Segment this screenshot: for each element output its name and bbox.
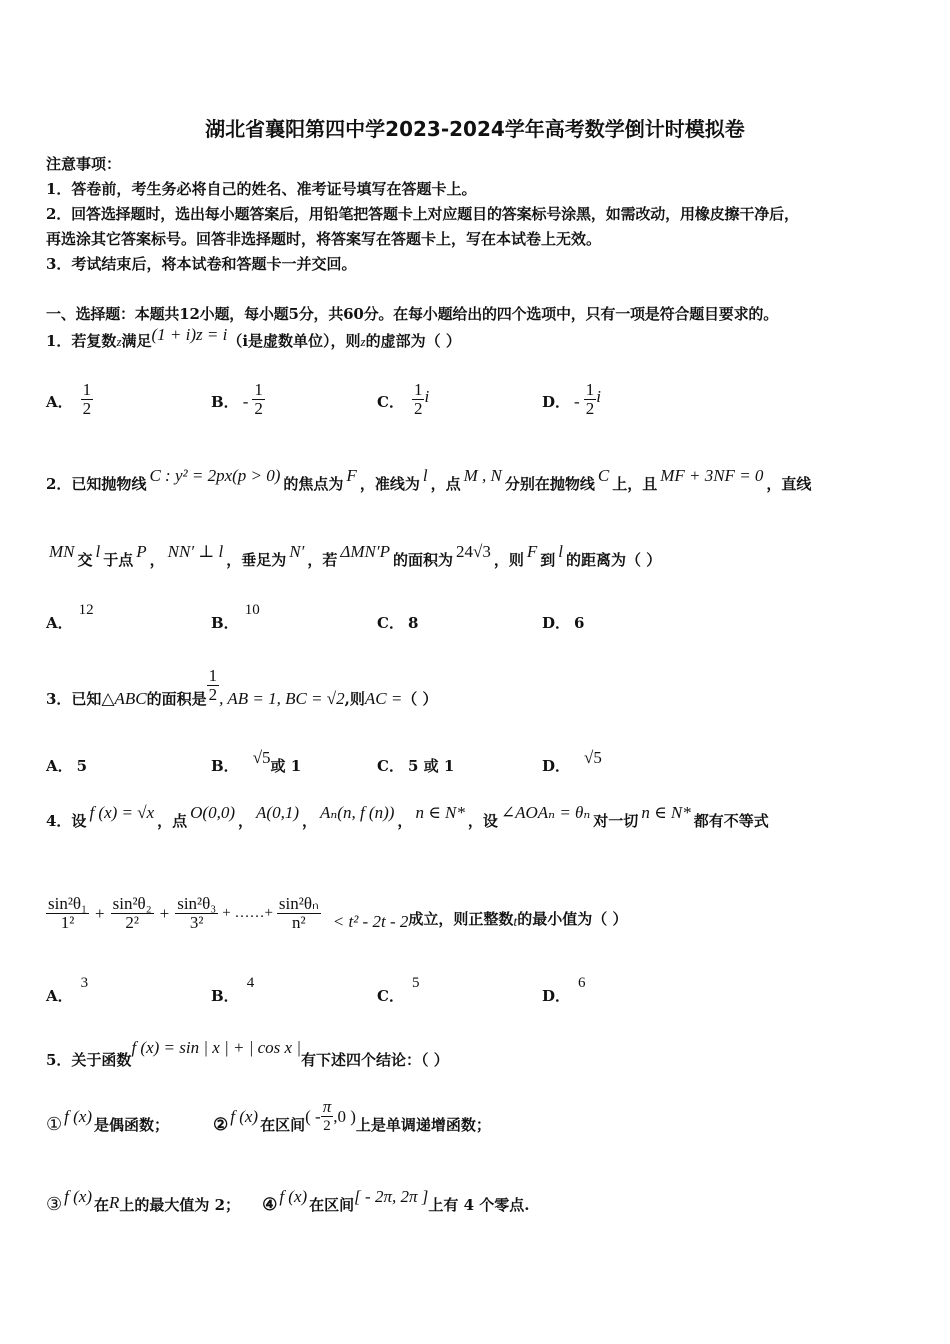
question-1-stem [46, 325, 461, 351]
q5-interval-right: ,0 ) [333, 1106, 356, 1126]
option-a [46, 380, 93, 418]
q3-conditions: , AB = 1, BC = √2 [219, 688, 345, 708]
option-label: A． [46, 757, 73, 775]
notice-item: 再选涂其它答案标号。回答非选择题时，将答案写在答题卡上，写在本试卷上无效。 [46, 230, 602, 248]
option-label: C． [377, 614, 404, 632]
math-expression: Aₙ(n, f (n)) [320, 803, 395, 822]
question-text: ，点 [430, 475, 461, 493]
q3-triangle: △ABC [101, 688, 147, 708]
question-text: 对一切 [593, 812, 639, 830]
math-expression: P [136, 542, 147, 561]
minus-sign: - [574, 391, 580, 411]
option-value: √5 [252, 747, 271, 767]
question-text: 分别在抛物线 [504, 475, 595, 493]
option-b [211, 380, 265, 418]
q1-prefix: 1．若复数 [46, 332, 117, 350]
math-expression: l [558, 542, 563, 561]
question-2-line-2 [46, 542, 662, 570]
question-text: ，准线为 [359, 475, 420, 493]
q5-prefix: 5．关于函数 [46, 1051, 132, 1069]
q5-c4-text2: 上有 4 个零点. [428, 1196, 530, 1214]
q5-interval-left: ( - [305, 1106, 321, 1126]
question-text: ，设 [467, 812, 498, 830]
circled-1-mark: ① [46, 1114, 63, 1134]
math-expression: N′ [289, 542, 305, 561]
option-label: A． [46, 987, 73, 1005]
q5-f: f (x) [64, 1106, 92, 1126]
question-3-stem [46, 662, 438, 709]
q1-formula: (1 + i)z = i [151, 325, 228, 344]
q5-c4-text1: 在区间 [309, 1196, 355, 1214]
q5-conclusions-row-1 [46, 1098, 491, 1135]
question-5-stem [46, 1037, 449, 1069]
question-text: ，若 [307, 551, 338, 569]
option-fraction [412, 381, 425, 418]
option-b [211, 747, 302, 776]
frac-num: 1 [208, 666, 218, 685]
math-expression: ∠AOAₙ = θₙ [500, 803, 591, 822]
question-text: 交 [77, 551, 93, 569]
question-text: ， [149, 551, 165, 569]
sum-term [46, 895, 89, 932]
math-expression: F [346, 466, 357, 485]
option-fraction [252, 381, 265, 418]
q5-c1-text: 是偶函数； [93, 1116, 169, 1134]
q5-fraction [321, 1098, 334, 1135]
q3-ask: AC = [364, 688, 403, 708]
q1-var: z [116, 334, 122, 349]
option-value: 8 [407, 613, 419, 632]
math-expression: n ∈ N* [415, 803, 465, 822]
option-value: 6 [578, 975, 586, 991]
option-a [46, 602, 94, 633]
question-text: 4．设 [46, 812, 87, 830]
notice-item: 1．答卷前，考生务必将自己的姓名、准考证号填写在答题卡上。 [46, 180, 477, 198]
q1-var: z [360, 334, 366, 349]
option-c [377, 612, 418, 633]
option-value: 12 [78, 602, 94, 618]
circled-3-mark: ③ [46, 1194, 63, 1214]
question-text: 的距离为（ ） [565, 551, 662, 569]
frac-den: n² [292, 913, 306, 932]
q5-R: R [109, 1192, 120, 1212]
q3-mid: 的面积是 [146, 690, 207, 708]
option-d [542, 612, 584, 633]
math-expression: C : y² = 2px(p > 0) [149, 466, 281, 485]
sum-term [111, 895, 154, 932]
question-4-line-1 [46, 803, 769, 831]
question-text: ， [397, 812, 413, 830]
frac-den: 2 [413, 399, 423, 418]
frac-den: 2² [125, 913, 139, 932]
math-expression: MF + 3NF = 0 [660, 466, 764, 485]
frac-den: 2 [82, 399, 92, 418]
option-label: D． [542, 757, 571, 775]
plus-sign: + [95, 903, 105, 923]
sum-term [277, 895, 321, 932]
imaginary-unit: i [596, 386, 601, 406]
math-expression: M , N [463, 466, 502, 485]
option-value: 3 [80, 975, 89, 991]
frac-den: 2 [254, 399, 263, 418]
option-value: 6 [574, 613, 585, 632]
frac-num: sin²θ₃ [177, 894, 217, 913]
q3-prefix: 3．已知 [46, 690, 102, 708]
question-text: ，垂足为 [226, 551, 287, 569]
option-label: B． [211, 757, 239, 775]
frac-num: sin²θₙ [278, 894, 319, 913]
minus-sign: - [242, 391, 249, 411]
question-text: 2．已知抛物线 [46, 475, 147, 493]
q1-tail: 的虚部为（ ） [365, 332, 461, 350]
q5-c2-text2: 上是单调递增函数； [355, 1116, 491, 1134]
option-value: 5 或 1 [407, 757, 455, 775]
frac-num: 1 [585, 380, 595, 399]
option-value: 4 [246, 975, 255, 991]
option-label: B． [211, 614, 239, 632]
math-expression: 24√3 [455, 542, 491, 561]
option-label: D． [542, 614, 571, 632]
q5-c2-text1: 在区间 [260, 1116, 306, 1134]
question-text: 的焦点为 [283, 475, 344, 493]
frac-den: 1² [60, 913, 75, 932]
frac-num: sin²θ₂ [112, 894, 152, 913]
frac-den: 3² [189, 913, 204, 932]
q1-mid: 满足 [121, 332, 152, 350]
option-label: C． [377, 987, 404, 1005]
q3-tail: （ ） [402, 690, 438, 708]
question-text: 于点 [103, 551, 134, 569]
notice-heading: 注意事项： [46, 155, 122, 173]
option-d [542, 747, 602, 776]
frac-num: 1 [82, 380, 92, 399]
q3-fraction [207, 667, 220, 704]
question-text: 上，且 [612, 475, 658, 493]
option-a [46, 755, 87, 776]
math-expression: F [526, 542, 538, 561]
option-d [542, 380, 601, 418]
option-value: 5 [411, 975, 420, 991]
plus-sign: + [159, 903, 170, 923]
q5-f: f (x) [230, 1106, 259, 1126]
math-expression: C [597, 466, 610, 485]
circled-4-mark: ④ [262, 1194, 278, 1215]
option-label: A． [46, 614, 73, 632]
frac-num: sin²θ₁ [48, 894, 88, 913]
option-label: D． [542, 393, 571, 411]
option-label: B． [211, 393, 239, 411]
notice-item: 2．回答选择题时，选出每小题答案后，用铅笔把答题卡上对应题目的答案标号涂黑，如需改动，用橡皮擦干净后， [46, 205, 799, 223]
q5-c3-text1: 在 [93, 1196, 109, 1214]
option-value: 10 [244, 602, 260, 618]
frac-den: 2 [585, 399, 595, 418]
question-text: 的面积为 [392, 551, 453, 569]
math-expression: l [95, 542, 101, 561]
option-c [377, 755, 454, 776]
frac-den: 2 [323, 1118, 331, 1134]
circled-2-mark: ② [213, 1114, 229, 1135]
math-expression: f (x) = √x [89, 803, 155, 822]
option-label: B． [211, 987, 239, 1005]
option-label: C． [377, 757, 404, 775]
q5-f: f (x) [279, 1186, 308, 1206]
option-c [377, 380, 430, 418]
option-fraction [584, 381, 597, 418]
math-expression: O(0,0) [190, 803, 236, 822]
question-text: 到 [540, 551, 556, 569]
option-fraction [81, 381, 94, 418]
option-label: A． [46, 393, 73, 411]
math-expression: n ∈ N* [641, 803, 691, 822]
question-text: ， [302, 812, 318, 830]
section-heading: 一、选择题：本题共12小题，每小题5分，共60分。在每小题给出的四个选项中，只有一项是符合题目要求的。 [46, 305, 778, 323]
q3-then: ,则 [344, 690, 365, 708]
frac-den: 2 [208, 685, 218, 704]
option-c [377, 975, 420, 1006]
q4-tail2: 的最小值为（ ） [517, 910, 628, 928]
frac-num: 1 [413, 380, 423, 399]
sum-term [175, 895, 218, 932]
q5-function: f (x) = sin | x | + | cos x | [131, 1038, 302, 1057]
page-title: 湖北省襄阳第四中学2023-2024学年高考数学倒计时模拟卷 [205, 117, 745, 141]
question-text: ，点 [157, 812, 188, 830]
math-expression: MN [49, 542, 75, 561]
question-text: ，直线 [766, 475, 812, 493]
math-expression: A(0,1) [256, 803, 299, 822]
question-text: ， [238, 812, 254, 830]
q5-conclusions-row-2 [46, 1178, 529, 1215]
option-a [46, 975, 89, 1006]
question-text: 都有不等式 [693, 812, 769, 830]
q5-tail: 有下述四个结论：（ ） [301, 1051, 449, 1069]
math-expression: l [422, 466, 428, 485]
q4-tail: 成立，则正整数 [408, 910, 514, 928]
q1-paren: （i是虚数单位），则 [227, 332, 361, 350]
option-extra: 或 1 [270, 757, 302, 775]
q5-interval: [ - 2π, 2π ] [354, 1186, 429, 1206]
option-label: D． [542, 987, 571, 1005]
q4-var-t: t [513, 914, 518, 930]
question-4-inequality [46, 895, 628, 932]
option-label: C． [377, 393, 404, 411]
inequality-rhs: < t² - 2t - 2 [332, 911, 409, 931]
option-value: √5 [584, 747, 602, 767]
option-d [542, 975, 586, 1006]
option-value: 5 [76, 756, 88, 775]
math-expression: NN′ ⊥ l [167, 542, 224, 561]
q5-c3-text2: 上的最大值为 2； [119, 1196, 241, 1214]
ellipsis: + ……+ [222, 905, 273, 921]
frac-num: 1 [254, 380, 263, 399]
math-expression: ΔMN′P [340, 542, 390, 561]
question-2-line-1 [46, 466, 812, 494]
q5-f: f (x) [64, 1186, 92, 1206]
imaginary-unit: i [424, 386, 430, 406]
frac-num: π [322, 1097, 332, 1116]
notice-item: 3．考试结束后，将本试卷和答题卡一并交回。 [46, 255, 357, 273]
option-b [211, 975, 255, 1006]
option-b [211, 602, 260, 633]
question-text: ，则 [493, 551, 524, 569]
